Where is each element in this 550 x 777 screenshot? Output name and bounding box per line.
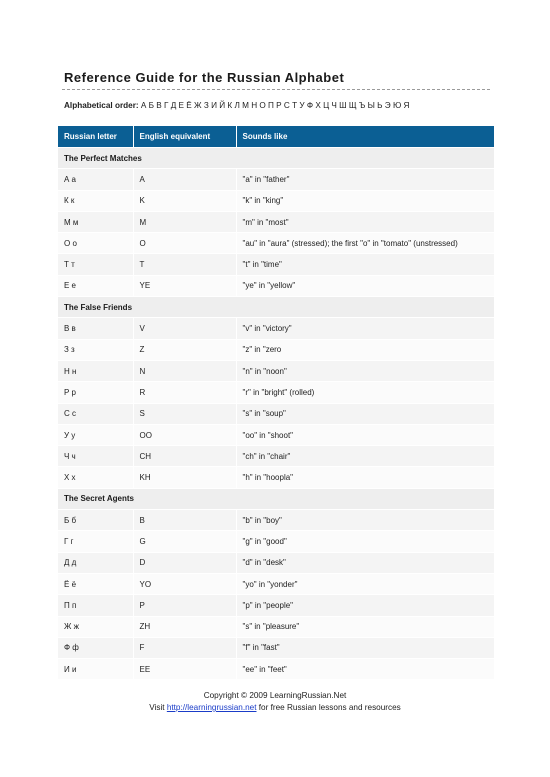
sounds-like-cell: "ye" in "yellow" [236, 275, 494, 296]
alphabet-table [58, 126, 494, 679]
table-row [58, 531, 494, 552]
russian-letter-cell: З з [58, 339, 133, 360]
website-link[interactable]: http://learningrussian.net [166, 703, 257, 712]
sounds-like-cell: "a" in "father" [236, 169, 494, 190]
visit-line [0, 702, 550, 714]
sounds-like-cell: "f" in "fast" [236, 637, 494, 658]
copyright-text: Copyright © 2009 LearningRussian.Net [203, 691, 347, 700]
section-header-row [58, 297, 494, 318]
section-header-row [58, 488, 494, 509]
title-divider [62, 89, 490, 90]
sounds-like-cell: "t" in "time" [236, 254, 494, 275]
english-equivalent-cell: P [133, 595, 236, 616]
russian-letter-cell: Р р [58, 382, 133, 403]
english-equivalent-cell: O [133, 233, 236, 254]
table-row [58, 169, 494, 190]
table-row [58, 275, 494, 296]
table-row [58, 595, 494, 616]
english-equivalent-cell: B [133, 510, 236, 531]
table-row [58, 446, 494, 467]
sounds-like-cell: "m" in "most" [236, 211, 494, 232]
table-row [58, 382, 494, 403]
sounds-like-cell: "h" in "hoopla" [236, 467, 494, 488]
russian-letter-cell: А а [58, 169, 133, 190]
english-equivalent-cell: A [133, 169, 236, 190]
page-title: Reference Guide for the Russian Alphabet [64, 70, 345, 85]
russian-letter-cell: Т т [58, 254, 133, 275]
table-row [58, 616, 494, 637]
sounds-like-cell: "r" in "bright" (rolled) [236, 382, 494, 403]
russian-letter-cell: Е е [58, 275, 133, 296]
russian-letter-cell: М м [58, 211, 133, 232]
visit-suffix: for free Russian lessons and resources [256, 703, 401, 712]
russian-letter-cell: У у [58, 424, 133, 445]
table-row [58, 552, 494, 573]
english-equivalent-cell: Z [133, 339, 236, 360]
russian-letter-cell: О о [58, 233, 133, 254]
sounds-like-cell: "yo" in "yonder" [236, 573, 494, 594]
russian-letter-cell: П п [58, 595, 133, 616]
footer [0, 690, 550, 714]
table-row [58, 403, 494, 424]
table-row [58, 190, 494, 211]
russian-letter-cell: С с [58, 403, 133, 424]
table-row [58, 424, 494, 445]
sounds-like-cell: "z" in "zero [236, 339, 494, 360]
english-equivalent-cell: YE [133, 275, 236, 296]
section-title: The Secret Agents [58, 488, 494, 509]
english-equivalent-cell: K [133, 190, 236, 211]
english-equivalent-cell: T [133, 254, 236, 275]
russian-letter-cell: Ч ч [58, 446, 133, 467]
sounds-like-cell: "au" in "aura" (stressed); the first "o" in "tomato" (unstressed) [236, 233, 494, 254]
table-row [58, 659, 494, 680]
english-equivalent-cell: KH [133, 467, 236, 488]
sounds-like-cell: "s" in "soup" [236, 403, 494, 424]
header-english-equivalent: English equivalent [133, 126, 236, 148]
table-row [58, 637, 494, 658]
russian-letter-cell: Д д [58, 552, 133, 573]
english-equivalent-cell: N [133, 360, 236, 381]
visit-prefix: Visit [149, 703, 167, 712]
table-row [58, 254, 494, 275]
english-equivalent-cell: OO [133, 424, 236, 445]
english-equivalent-cell: V [133, 318, 236, 339]
russian-letter-cell: Б б [58, 510, 133, 531]
english-equivalent-cell: D [133, 552, 236, 573]
alphabetical-order-line [64, 101, 409, 110]
english-equivalent-cell: G [133, 531, 236, 552]
russian-letter-cell: Ф ф [58, 637, 133, 658]
sounds-like-cell: "b" in "boy" [236, 510, 494, 531]
section-title: The Perfect Matches [58, 148, 494, 169]
english-equivalent-cell: ZH [133, 616, 236, 637]
table-row [58, 211, 494, 232]
table-row [58, 467, 494, 488]
header-sounds-like: Sounds like [236, 126, 494, 148]
english-equivalent-cell: M [133, 211, 236, 232]
section-title: The False Friends [58, 297, 494, 318]
sounds-like-cell: "v" in "victory" [236, 318, 494, 339]
section-header-row [58, 148, 494, 169]
sounds-like-cell: "s" in "pleasure" [236, 616, 494, 637]
table-row [58, 233, 494, 254]
alphabetical-order-label: Alphabetical order: [64, 101, 139, 110]
russian-letter-cell: К к [58, 190, 133, 211]
alphabetical-order-letters: А Б В Г Д Е Ё Ж З И Й К Л М Н О П Р С Т У Ф Х Ц Ч Ш Щ Ъ Ы Ь Э Ю Я [140, 101, 410, 110]
sounds-like-cell: "g" in "good" [236, 531, 494, 552]
english-equivalent-cell: EE [133, 659, 236, 680]
header-russian-letter: Russian letter [58, 126, 133, 148]
russian-letter-cell: И и [58, 659, 133, 680]
russian-letter-cell: Ё ё [58, 573, 133, 594]
table-row [58, 318, 494, 339]
table-row [58, 573, 494, 594]
english-equivalent-cell: F [133, 637, 236, 658]
sounds-like-cell: "oo" in "shoot" [236, 424, 494, 445]
table-header-row [58, 126, 494, 148]
russian-letter-cell: Х х [58, 467, 133, 488]
english-equivalent-cell: R [133, 382, 236, 403]
table-row [58, 339, 494, 360]
sounds-like-cell: "ee" in "feet" [236, 659, 494, 680]
english-equivalent-cell: CH [133, 446, 236, 467]
russian-letter-cell: Г г [58, 531, 133, 552]
russian-letter-cell: Н н [58, 360, 133, 381]
sounds-like-cell: "p" in "people" [236, 595, 494, 616]
english-equivalent-cell: YO [133, 573, 236, 594]
sounds-like-cell: "n" in "noon" [236, 360, 494, 381]
sounds-like-cell: "d" in "desk" [236, 552, 494, 573]
table-row [58, 510, 494, 531]
russian-letter-cell: Ж ж [58, 616, 133, 637]
sounds-like-cell: "ch" in "chair" [236, 446, 494, 467]
russian-letter-cell: В в [58, 318, 133, 339]
english-equivalent-cell: S [133, 403, 236, 424]
table-row [58, 360, 494, 381]
sounds-like-cell: "k" in "king" [236, 190, 494, 211]
